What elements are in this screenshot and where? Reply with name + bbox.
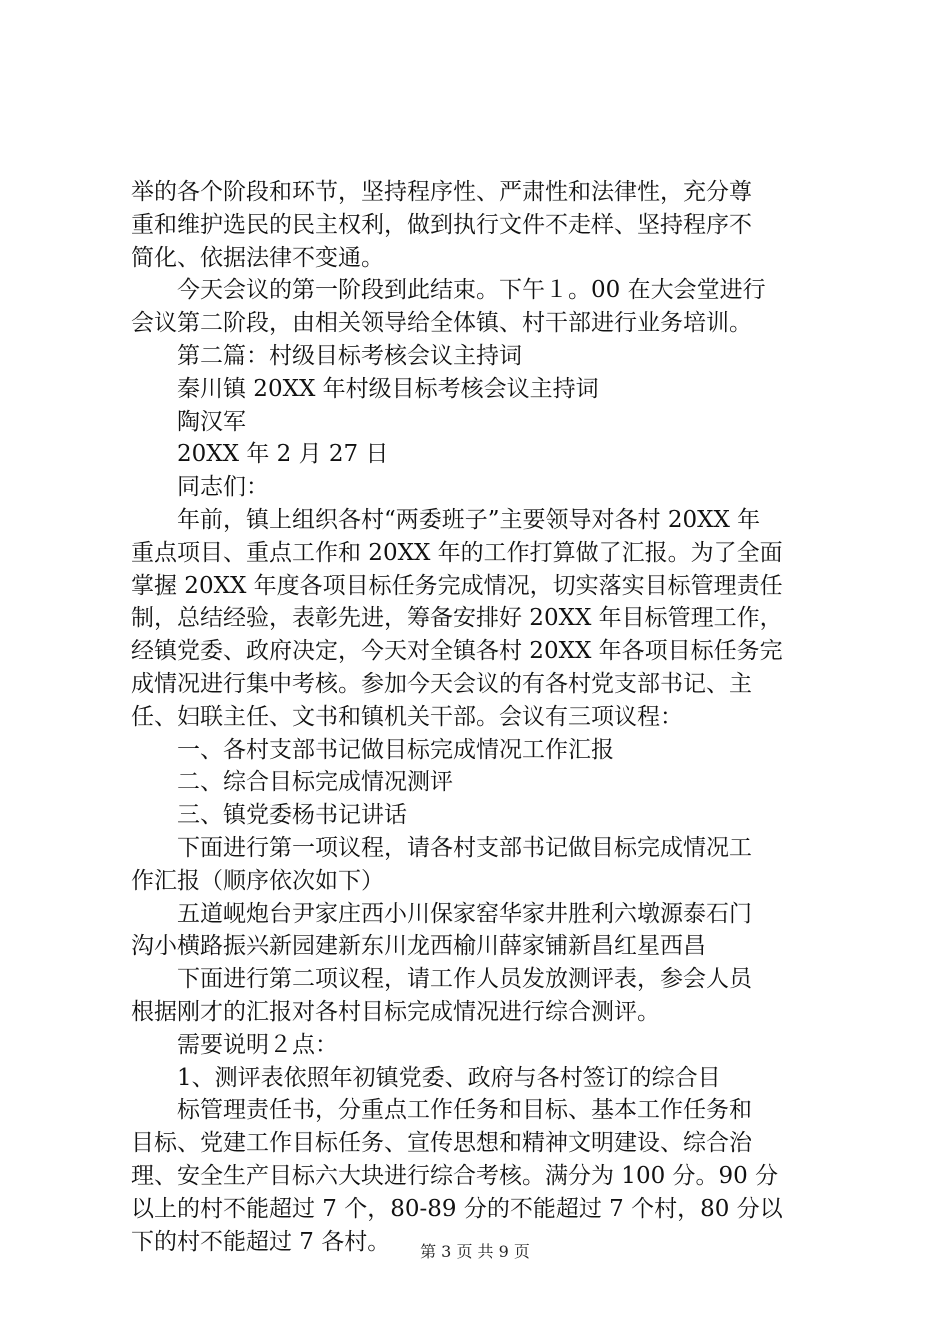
text-line: 标管理责任书，分重点工作任务和目标、基本工作任务和 bbox=[177, 1097, 752, 1124]
text-line: 20XX 年 2 月 27 日 bbox=[177, 441, 389, 468]
text-line: 成情况进行集中考核。参加今天会议的有各村党支部书记、主 bbox=[131, 670, 752, 697]
text-line: 目标、党建工作目标任务、宣传思想和精神文明建设、综合治 bbox=[131, 1130, 752, 1157]
page-footer: 第 3 页 共 9 页 bbox=[420, 1242, 530, 1261]
text-line: 同志们： bbox=[177, 474, 269, 501]
text-line: 制，总结经验，表彰先进，筹备安排好 20XX 年目标管理工作， bbox=[131, 605, 783, 632]
text-line: 简化、依据法律不变通。 bbox=[131, 244, 384, 271]
text-line: 根据刚才的汇报对各村目标完成情况进行综合测评。 bbox=[131, 998, 660, 1025]
document-body bbox=[131, 176, 831, 1258]
text-line: 下面进行第一项议程，请各村支部书记做目标完成情况工 bbox=[177, 834, 752, 861]
text-line: 需要说明２点： bbox=[177, 1031, 338, 1058]
text-line: 重和维护选民的民主权利，做到执行文件不走样、坚持程序不 bbox=[131, 211, 752, 238]
text-line: 会议第二阶段，由相关领导给全体镇、村干部进行业务培训。 bbox=[131, 310, 752, 337]
text-line: 三、镇党委杨书记讲话 bbox=[177, 802, 407, 829]
text-line: 陶汉军 bbox=[177, 408, 246, 435]
text-line: 今天会议的第一阶段到此结束。下午１。00 在大会堂进行 bbox=[177, 277, 766, 304]
text-line: 下的村不能超过 7 各村。 bbox=[131, 1228, 391, 1255]
text-line: 1、测评表依照年初镇党委、政府与各村签订的综合目 bbox=[177, 1064, 721, 1091]
text-line: 一、各村支部书记做目标完成情况工作汇报 bbox=[177, 736, 614, 763]
text-line: 下面进行第二项议程，请工作人员发放测评表，参会人员 bbox=[177, 966, 752, 993]
text-line: 理、安全生产目标六大块进行综合考核。满分为 100 分。90 分 bbox=[131, 1162, 779, 1189]
text-line: 经镇党委、政府决定，今天对全镇各村 20XX 年各项目标任务完 bbox=[131, 638, 783, 665]
text-line: 五道岘炮台尹家庄西小川保家窑华家井胜利六墩源泰石门 bbox=[177, 900, 752, 927]
text-line: 重点项目、重点工作和 20XX 年的工作打算做了汇报。为了全面 bbox=[131, 539, 783, 566]
text-line: 掌握 20XX 年度各项目标任务完成情况，切实落实目标管理责任 bbox=[131, 572, 783, 599]
text-line: 秦川镇 20XX 年村级目标考核会议主持词 bbox=[177, 375, 599, 402]
text-line: 沟小横路振兴新园建新东川龙西榆川薛家铺新昌红星西昌 bbox=[131, 933, 706, 960]
text-line: 以上的村不能超过 7 个，80-89 分的不能超过 7 个村，80 分以 bbox=[131, 1195, 783, 1222]
text-line: 作汇报（顺序依次如下） bbox=[131, 867, 384, 894]
text-line: 二、综合目标完成情况测评 bbox=[177, 769, 453, 796]
text-line: 年前，镇上组织各村“两委班子”主要领导对各村 20XX 年 bbox=[177, 506, 761, 533]
text-line: 第二篇：村级目标考核会议主持词 bbox=[177, 342, 522, 369]
text-line: 任、妇联主任、文书和镇机关干部。会议有三项议程： bbox=[131, 703, 683, 730]
text-line: 举的各个阶段和环节，坚持程序性、严肃性和法律性，充分尊 bbox=[131, 179, 752, 205]
